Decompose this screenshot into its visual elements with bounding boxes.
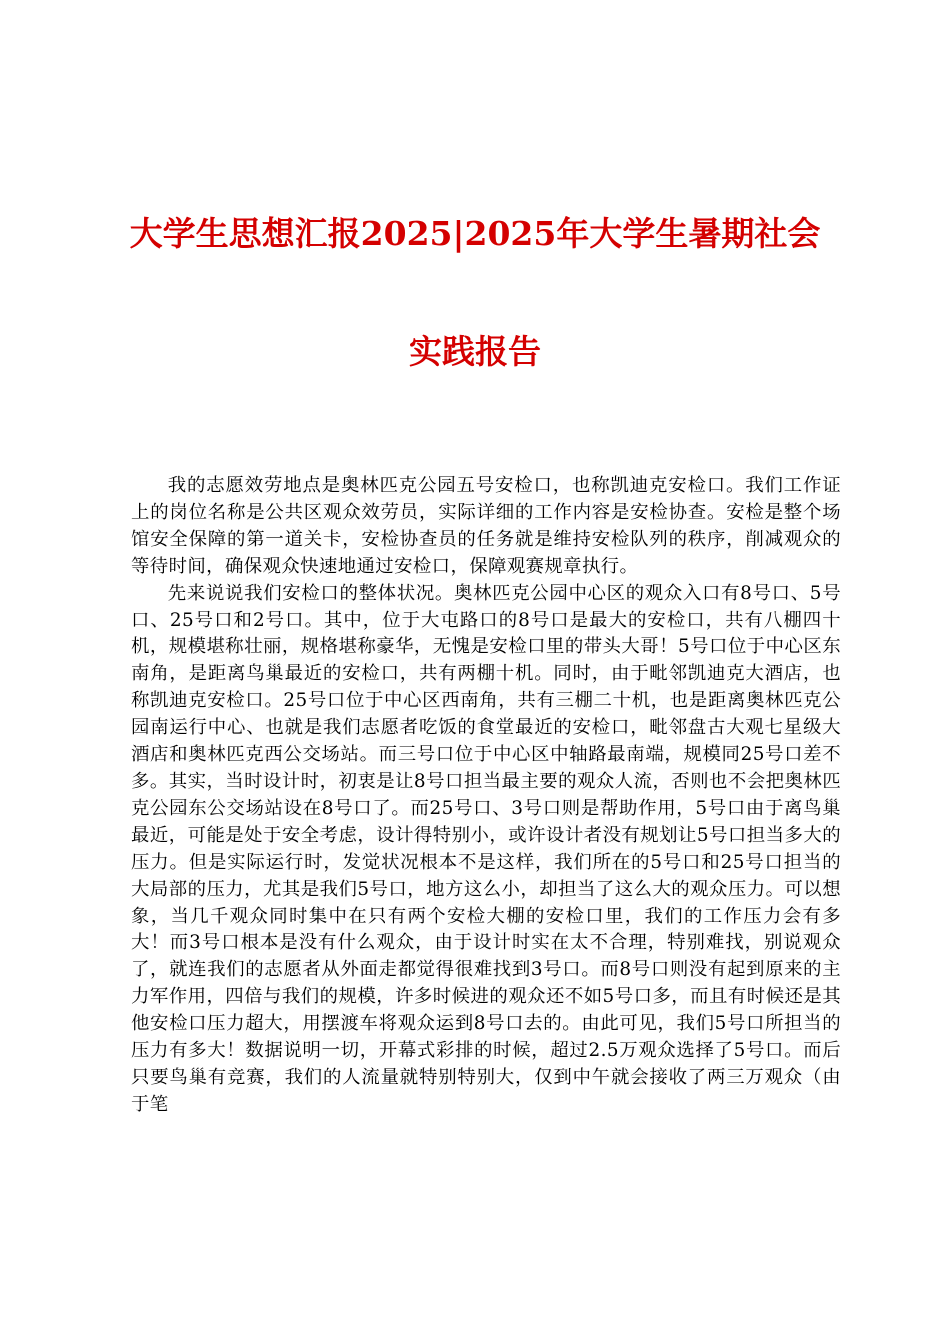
document-title-line-2: 实践报告 [409,332,541,371]
paragraph: 我的志愿效劳地点是奥林匹克公园五号安检口，也称凯迪克安检口。我们工作证上的岗位名称是公共区观众效劳员，实际详细的工作内容是安检协查。安检是整个场馆安全保障的第一道关卡，安检协查员的任务就是维持安检队列的秩序，削减观众的等待时间，确保观众快速地通过安检口，保障观赛规章执行。 [131,475,841,577]
document-title-line-1: 大学生思想汇报2025|2025年大学生暑期社会 [129,214,821,253]
document-body [131,473,841,1119]
paragraph: 先来说说我们安检口的整体状况。奥林匹克公园中心区的观众入口有8号口、5号口、25号口和2号口。其中，位于大屯路口的8号口是最大的安检口，共有八棚四十机，规模堪称壮丽，规格堪称豪华，无愧是安检口里的带头大哥！5号口位于中心区东南角，是距离鸟巢最近的安检口，共有两棚十机。同时，由于毗邻凯迪克大酒店，也称凯迪克安检口。25号口位于中心区西南角，共有三棚二十机，也是距离奥林匹克公园南运行中心、也就是我们志愿者吃饭的食堂最近的安检口，毗邻盘古大观七星级大酒店和奥林匹克西公交场站。而三号口位于中心区中轴路最南端，规模同25号口差不多。其实，当时设计时，初衷是让8号口担当最主要的观众人流，否则也不会把奥林匹克公园东公交场站设在8号口了。而25号口、3号口则是帮助作用，5号口由于离鸟巢最近，可能是处于安全考虑，设计得特别小，或许设计者没有规划让5号口担当多大的压力。但是实际运行时，发觉状况根本不是这样，我们所在的5号口和25号口担当的大局部的压力，尤其是我们5号口，地方这么小，却担当了这么大的观众压力。可以想象，当几千观众同时集中在只有两个安检大棚的安检口里，我们的工作压力会有多大！而3号口根本是没有什么观众，由于设计时实在太不合理，特别难找，别说观众了，就连我们的志愿者从外面走都觉得很难找到3号口。而8号口则没有起到原来的主力军作用，四倍与我们的规模，许多时候进的观众还不如5号口多，而且有时候还是其他安检口压力超大，用摆渡车将观众运到8号口去的。由此可见，我们5号口所担当的压力有多大！数据说明一切，开幕式彩排的时候，超过2.5万观众选择了5号口。而后只要鸟巢有竞赛，我们的人流量就特别特别大，仅到中午就会接收了两三万观众（由于笔 [131,582,841,1115]
